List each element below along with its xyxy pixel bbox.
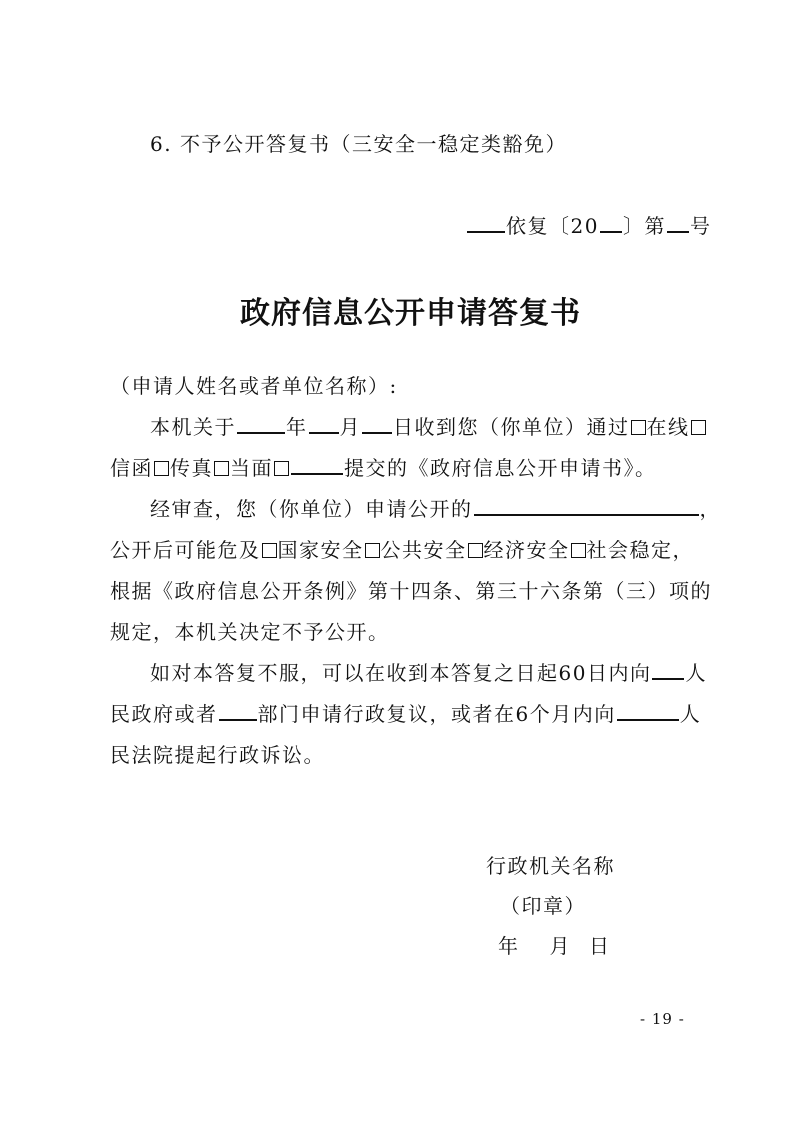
label-national-security: 国家安全: [277, 538, 364, 562]
checkbox-social-stability[interactable]: [571, 543, 586, 558]
para3-line2: [110, 700, 701, 728]
date-day-label: 日: [589, 934, 611, 958]
para1-text: 年: [286, 415, 308, 439]
para2-text: 公开后可能危及: [110, 538, 261, 562]
checkbox-national-security[interactable]: [262, 543, 277, 558]
blank-dept-code: [467, 214, 505, 233]
checkbox-economic-security[interactable]: [468, 543, 483, 558]
label-public-security: 公共安全: [380, 538, 467, 562]
label-economic-security: 经济安全: [483, 538, 570, 562]
signature-date: [498, 932, 611, 960]
para3-text: 人: [679, 702, 702, 726]
blank-month-received: [309, 415, 339, 434]
para3-line3: 民法院提起行政诉讼。: [110, 743, 325, 767]
agency-name: 行政机关名称: [486, 854, 615, 878]
para1-line1: [150, 413, 707, 441]
checkbox-fax[interactable]: [154, 461, 169, 476]
para2-text: ，: [699, 497, 721, 521]
para3-text: 人: [685, 661, 707, 685]
para3-text: 部门申请行政复议，或者在6个月内向: [257, 702, 616, 726]
para1-line2: [110, 454, 657, 482]
salutation: （申请人姓名或者单位名称）:: [110, 374, 398, 398]
label-fax: 传真: [170, 456, 213, 480]
para2-line1: [150, 495, 721, 523]
checkbox-letter[interactable]: [691, 420, 706, 435]
blank-court: [617, 702, 679, 721]
doc-number-mid: 〕第: [622, 214, 666, 238]
para1-text: 提交的《政府信息公开申请书》。: [344, 456, 657, 480]
doc-number-prefix: 依复〔20: [506, 214, 599, 238]
para3-text: 如对本答复不服，可以在收到本答复之日起60日内向: [150, 661, 652, 685]
label-letter: 信函: [110, 456, 153, 480]
blank-requested-info: [474, 497, 699, 516]
seal: （印章）: [500, 894, 586, 918]
checkbox-other[interactable]: [274, 461, 289, 476]
para1-text: 日收到您（你单位）通过: [393, 415, 630, 439]
label-inperson: 当面: [230, 456, 273, 480]
date-month-label: 月: [549, 934, 571, 958]
checkbox-inperson[interactable]: [214, 461, 229, 476]
blank-day-received: [362, 415, 392, 434]
para2-line2: [110, 536, 694, 564]
page-title: 政府信息公开申请答复书: [240, 296, 581, 331]
page-number: - 19 -: [640, 1010, 685, 1028]
para1-text: 本机关于: [150, 415, 236, 439]
para3-line1: [150, 659, 707, 687]
date-year-label: 年: [498, 934, 520, 958]
blank-year: [600, 214, 622, 233]
para2-line4: 规定，本机关决定不予公开。: [110, 620, 390, 644]
document-number: [466, 212, 711, 240]
checkbox-public-security[interactable]: [365, 543, 380, 558]
doc-number-suffix: 号: [689, 214, 712, 238]
para2-line3: 根据《政府信息公开条例》第十四条、第三十六条第（三）项的: [110, 579, 712, 603]
para3-text: 民政府或者: [110, 702, 218, 726]
blank-other-method: [291, 456, 343, 475]
checkbox-online[interactable]: [631, 420, 646, 435]
label-social-stability: 社会稳定，: [586, 538, 694, 562]
para2-text: 经审查，您（你单位）申请公开的: [150, 497, 473, 521]
section-heading: 6. 不予公开答复书（三安全一稳定类豁免）: [150, 132, 567, 156]
blank-government: [652, 661, 684, 680]
blank-year-received: [237, 415, 285, 434]
label-online: 在线: [646, 415, 690, 439]
para1-text: 月: [339, 415, 361, 439]
blank-department: [219, 702, 257, 721]
blank-seq: [667, 214, 689, 233]
